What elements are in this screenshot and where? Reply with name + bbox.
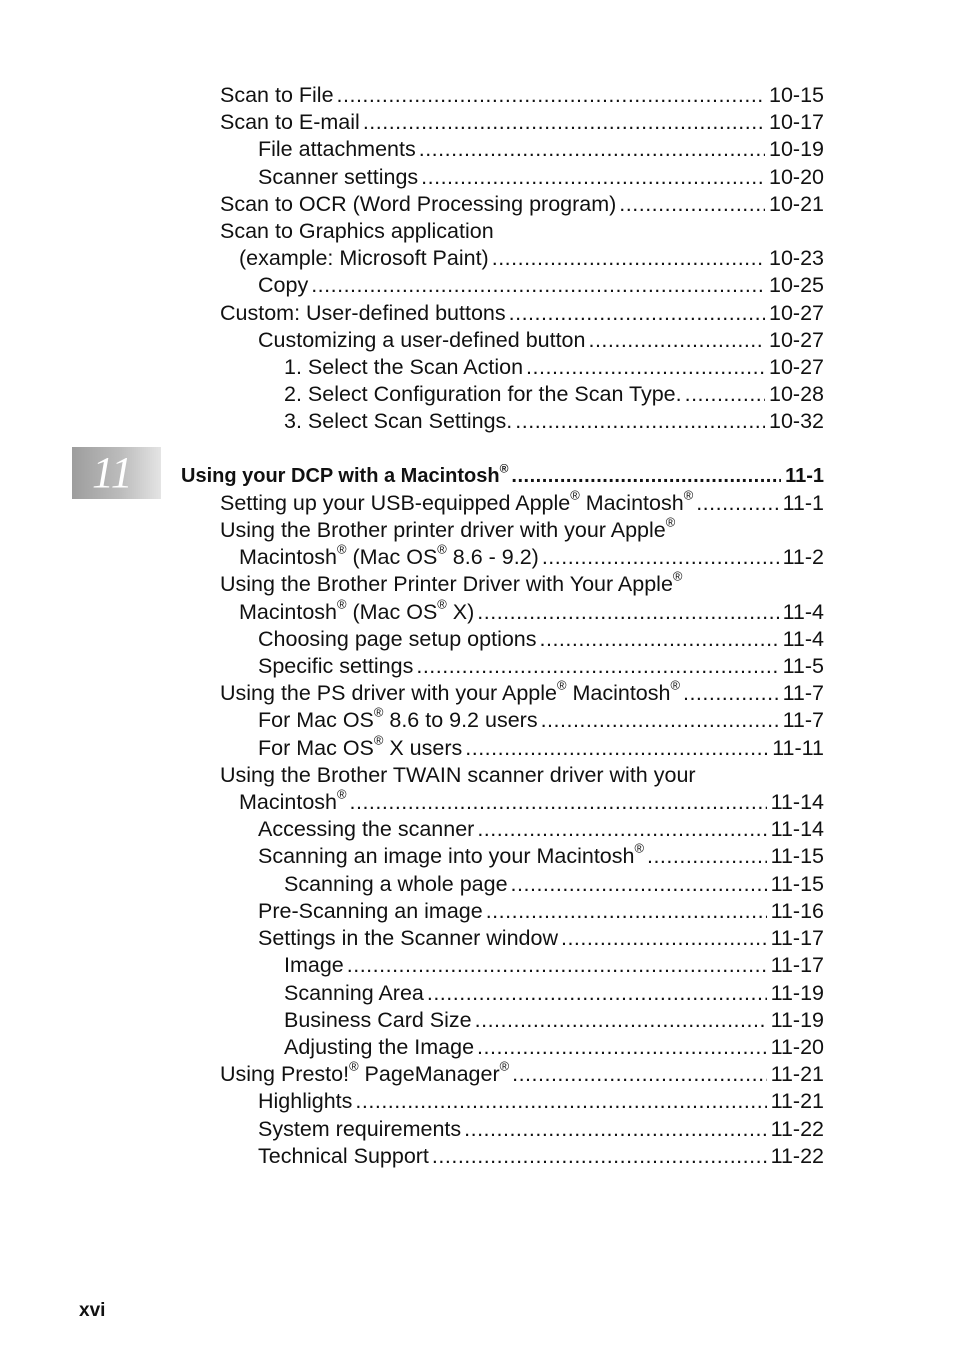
dot-leader xyxy=(311,272,765,299)
toc-entry-row xyxy=(258,1116,824,1143)
entry-text-part: X users xyxy=(383,735,463,760)
toc-entry[interactable] xyxy=(0,218,824,272)
toc-entry-label: Scan to OCR (Word Processing program) xyxy=(220,191,617,216)
registered-mark: ® xyxy=(337,541,347,557)
toc-entry-row xyxy=(258,732,824,762)
toc-entry[interactable] xyxy=(0,677,824,707)
toc-entry-row xyxy=(284,952,824,979)
toc-entry[interactable] xyxy=(0,653,824,680)
toc-entry-row xyxy=(258,816,824,843)
toc-entry[interactable] xyxy=(0,1143,824,1170)
registered-mark: ® xyxy=(337,596,347,612)
toc-entry-label xyxy=(220,1058,512,1088)
toc-page-number: 11-7 xyxy=(782,681,824,706)
dot-leader xyxy=(477,599,778,626)
toc-entry-label: Scanning Area xyxy=(284,980,424,1005)
entry-text-part: Macintosh xyxy=(566,681,671,706)
toc-entry-label: Copy xyxy=(258,273,309,298)
toc-entry[interactable] xyxy=(0,82,824,109)
toc-entry-label: 3. Select Scan Settings. xyxy=(284,409,513,434)
toc-entry[interactable] xyxy=(0,408,824,435)
toc-entry-row xyxy=(258,843,824,870)
toc-page-number: 11-4 xyxy=(782,599,824,624)
toc-page-number: 11-14 xyxy=(770,790,824,815)
entry-text-part: Using your DCP with a Macintosh xyxy=(181,464,500,487)
toc-page-number: 10-32 xyxy=(769,409,824,434)
toc-entry-row xyxy=(220,300,824,327)
toc-entry-label xyxy=(239,596,477,626)
registered-mark: ® xyxy=(437,596,447,612)
entry-text-part: Macintosh xyxy=(239,599,337,624)
toc-entry[interactable] xyxy=(0,762,824,816)
toc-page-number: 10-15 xyxy=(769,83,824,107)
entry-text-part: Using the Brother Printer Driver with Your Apple xyxy=(220,572,673,597)
chapter-number: 11 xyxy=(92,448,133,497)
toc-entry[interactable] xyxy=(0,300,824,327)
toc-entry-row xyxy=(220,541,824,571)
dot-leader xyxy=(541,707,779,734)
toc-entry[interactable] xyxy=(0,925,824,952)
toc-entry-label: 1. Select the Scan Action xyxy=(284,355,524,380)
registered-mark: ® xyxy=(499,461,509,476)
toc-page-number: 10-28 xyxy=(769,382,824,407)
toc-entry-label: Scan to E-mail xyxy=(220,110,360,135)
toc-page-number: 11-2 xyxy=(782,545,824,570)
toc-entry[interactable] xyxy=(0,843,824,870)
toc-entry-row xyxy=(284,354,824,381)
toc-entry-label xyxy=(220,677,683,707)
dot-leader xyxy=(492,245,765,272)
toc-entry-row xyxy=(258,1088,824,1115)
toc-entry-label: Accessing the scanner xyxy=(258,817,475,842)
toc-entry[interactable] xyxy=(0,626,824,653)
toc-entry-label xyxy=(239,786,350,816)
registered-mark: ® xyxy=(670,677,680,693)
registered-mark: ® xyxy=(570,487,580,503)
toc-entry-label: Scanner settings xyxy=(258,164,419,189)
toc-entry[interactable] xyxy=(0,871,824,898)
dot-leader xyxy=(588,327,765,354)
toc-entry-label: Custom: User-defined buttons xyxy=(220,300,506,325)
toc-entry-row xyxy=(220,596,824,626)
toc-entry-label xyxy=(239,541,542,571)
toc-page-number: 11-20 xyxy=(770,1034,824,1059)
toc-page-number: 10-25 xyxy=(769,273,824,298)
dot-leader xyxy=(337,82,765,109)
toc-entry-label: Adjusting the Image xyxy=(284,1034,475,1059)
toc-entry-row xyxy=(220,245,824,272)
toc-entry-row xyxy=(258,1143,824,1170)
entry-text-part: 8.6 to 9.2 users xyxy=(383,708,538,733)
dot-leader xyxy=(465,735,768,762)
toc-page-number: 11-19 xyxy=(770,1007,824,1032)
registered-mark: ® xyxy=(349,1058,359,1074)
toc-entry[interactable] xyxy=(0,164,824,191)
dot-leader xyxy=(561,925,767,952)
registered-mark: ® xyxy=(437,541,447,557)
toc-entry-label: Scan to File xyxy=(220,83,334,107)
toc-entry[interactable] xyxy=(0,707,824,734)
dot-leader xyxy=(685,381,765,408)
dot-leader xyxy=(542,544,779,571)
entry-text-part: X) xyxy=(446,599,475,624)
toc-entry-label xyxy=(258,707,541,734)
toc-chapter-entry[interactable] xyxy=(0,463,824,490)
dot-leader xyxy=(477,1034,767,1061)
toc-entry-row xyxy=(181,463,824,490)
toc-entry-label: Settings in the Scanner window xyxy=(258,926,558,951)
registered-mark: ® xyxy=(683,487,694,503)
dot-leader xyxy=(350,789,767,816)
entry-text-part: (Mac OS xyxy=(346,599,438,624)
toc-entry-label xyxy=(181,463,511,490)
toc-entry[interactable] xyxy=(0,136,824,163)
toc-entry[interactable] xyxy=(0,571,824,625)
toc-page-number: 10-19 xyxy=(769,137,824,162)
toc-entry[interactable] xyxy=(0,952,824,979)
toc-entry[interactable] xyxy=(0,109,824,136)
dot-leader xyxy=(683,680,779,707)
entry-text-part: For Mac OS xyxy=(258,735,374,760)
toc-entry[interactable] xyxy=(0,354,824,381)
dot-leader xyxy=(540,626,779,653)
registered-mark: ® xyxy=(373,732,384,748)
toc-entry-label: 2. Select Configuration for the Scan Type. xyxy=(284,382,682,407)
toc-entry-first-line xyxy=(220,571,824,598)
dot-leader xyxy=(647,843,767,870)
entry-text-part: 8.6 - 9.2) xyxy=(446,545,539,570)
entry-text-part: PageManager xyxy=(358,1062,500,1087)
toc-page-number: 11-1 xyxy=(782,490,824,515)
registered-mark: ® xyxy=(499,1058,510,1074)
entry-text-part: Macintosh xyxy=(239,790,337,815)
toc-page-number: 10-23 xyxy=(769,246,824,271)
toc-entry[interactable] xyxy=(0,732,824,762)
toc-entry-label: System requirements xyxy=(258,1116,462,1141)
toc-entry-first-line: Scan to Graphics application xyxy=(220,219,494,244)
toc-page-number: 11-15 xyxy=(770,844,824,869)
toc-entry-label xyxy=(258,843,647,870)
toc-entry-row xyxy=(258,327,824,354)
toc-entry-row xyxy=(258,898,824,925)
entry-text-part: Using the PS driver with your Apple xyxy=(220,681,557,706)
toc-entry-row xyxy=(258,707,824,734)
toc-entry-label: Technical Support xyxy=(258,1143,429,1168)
toc-page-number: 10-27 xyxy=(769,327,824,352)
toc-page-number: 11-1 xyxy=(785,464,824,487)
toc-page-number: 11-4 xyxy=(782,626,824,651)
toc-page-number: 10-27 xyxy=(769,300,824,325)
dot-leader xyxy=(696,490,778,517)
dot-leader xyxy=(363,109,765,136)
entry-text-part: Using the Brother printer driver with your Apple xyxy=(220,518,666,543)
dot-leader xyxy=(512,1061,766,1088)
toc-page-number: 11-19 xyxy=(770,980,824,1005)
toc-page-number: 11-21 xyxy=(770,1089,824,1114)
toc-entry[interactable] xyxy=(0,1007,824,1034)
entry-text-part: (Mac OS xyxy=(346,545,438,570)
registered-mark: ® xyxy=(665,514,676,530)
registered-mark: ® xyxy=(672,569,683,585)
toc-page-number: 10-20 xyxy=(769,164,824,189)
page-number: xvi xyxy=(79,1300,106,1321)
entry-text-part: Scanning an image into your Macintosh xyxy=(258,844,635,869)
dot-leader xyxy=(509,300,765,327)
dot-leader xyxy=(475,1007,767,1034)
toc-entry-label: Highlights xyxy=(258,1089,353,1114)
toc-entry-label: Customizing a user-defined button xyxy=(258,327,586,352)
toc-entry-row xyxy=(220,786,824,816)
dot-leader xyxy=(416,653,778,680)
toc-entry[interactable] xyxy=(0,327,824,354)
table-of-contents xyxy=(0,82,954,1170)
dot-leader xyxy=(526,354,765,381)
toc-page-number: 11-5 xyxy=(782,654,824,679)
dot-leader xyxy=(511,463,781,490)
entry-text-part: For Mac OS xyxy=(258,708,374,733)
toc-entry-label: Choosing page setup options xyxy=(258,626,537,651)
toc-page-number: 11-17 xyxy=(770,926,824,951)
toc-entry[interactable] xyxy=(0,1088,824,1115)
toc-entry-row xyxy=(258,653,824,680)
toc-entry-row xyxy=(284,980,824,1007)
toc-entry-label: Pre-Scanning an image xyxy=(258,898,483,923)
registered-mark: ® xyxy=(373,705,384,721)
toc-entry-label: (example: Microsoft Paint) xyxy=(239,246,489,271)
toc-page-number: 10-17 xyxy=(769,110,824,135)
dot-leader xyxy=(464,1116,766,1143)
toc-entry[interactable] xyxy=(0,272,824,299)
toc-entry-row xyxy=(258,136,824,163)
toc-entry-label: Scanning a whole page xyxy=(284,871,508,896)
toc-entry-row xyxy=(220,191,824,218)
toc-entry-row xyxy=(220,82,824,109)
dot-leader xyxy=(347,952,767,979)
toc-entry-row xyxy=(258,626,824,653)
dot-leader xyxy=(421,164,765,191)
toc-page-number: 11-17 xyxy=(770,953,824,978)
dot-leader xyxy=(419,136,765,163)
toc-entry[interactable] xyxy=(0,381,824,408)
toc-entry[interactable] xyxy=(0,1116,824,1143)
toc-page-number: 11-16 xyxy=(770,898,824,923)
toc-entry-row xyxy=(220,487,824,517)
toc-page-number: 10-21 xyxy=(769,191,824,216)
entry-text-part: Macintosh xyxy=(239,545,337,570)
toc-entry[interactable] xyxy=(0,816,824,843)
toc-entry[interactable] xyxy=(0,980,824,1007)
toc-entry[interactable] xyxy=(0,1058,824,1088)
toc-entry-first-line xyxy=(220,514,824,544)
entry-text-part: Using Presto! xyxy=(220,1062,350,1087)
toc-page-number: 11-11 xyxy=(772,735,824,760)
toc-entry-row xyxy=(220,1058,824,1088)
toc-page-number: 11-22 xyxy=(770,1116,824,1141)
toc-page-number: 11-22 xyxy=(770,1143,824,1168)
registered-mark: ® xyxy=(337,786,347,802)
toc-page-number: 11-21 xyxy=(770,1062,824,1087)
toc-entry-row xyxy=(258,925,824,952)
entry-text-part: Macintosh xyxy=(579,490,684,515)
toc-page-number: 11-7 xyxy=(782,708,824,733)
toc-entry-row xyxy=(220,109,824,136)
toc-page-number: 11-15 xyxy=(770,871,824,896)
toc-entry-row xyxy=(284,1034,824,1061)
dot-leader xyxy=(432,1143,767,1170)
toc-entry-first-line: Using the Brother TWAIN scanner driver with your xyxy=(220,762,696,787)
toc-entry-label: Image xyxy=(284,953,344,978)
toc-entry-row xyxy=(284,381,824,408)
toc-entry[interactable] xyxy=(0,1034,824,1061)
toc-entry-row xyxy=(284,408,824,435)
dot-leader xyxy=(427,980,767,1007)
toc-entry[interactable] xyxy=(0,898,824,925)
dot-leader xyxy=(515,408,765,435)
toc-entry-row xyxy=(284,871,824,898)
toc-entry-label: Specific settings xyxy=(258,654,414,679)
toc-page-number: 11-14 xyxy=(770,817,824,842)
toc-entry-row xyxy=(220,677,824,707)
toc-entry-row xyxy=(284,1007,824,1034)
registered-mark: ® xyxy=(557,677,567,693)
registered-mark: ® xyxy=(634,841,644,857)
dot-leader xyxy=(511,871,767,898)
toc-entry-label xyxy=(258,732,465,762)
toc-entry[interactable] xyxy=(0,514,824,571)
toc-entry-label xyxy=(220,487,696,517)
entry-text-part: Setting up your USB-equipped Apple xyxy=(220,490,571,515)
toc-entry-label: File attachments xyxy=(258,137,416,162)
toc-entry-row xyxy=(258,272,824,299)
toc-entry[interactable] xyxy=(0,487,824,517)
toc-entry[interactable] xyxy=(0,191,824,218)
toc-page-number: 10-27 xyxy=(769,355,824,380)
dot-leader xyxy=(355,1088,766,1115)
toc-entry-row xyxy=(258,164,824,191)
dot-leader xyxy=(477,816,766,843)
toc-entry-label: Business Card Size xyxy=(284,1007,472,1032)
dot-leader xyxy=(486,898,767,925)
dot-leader xyxy=(619,191,765,218)
